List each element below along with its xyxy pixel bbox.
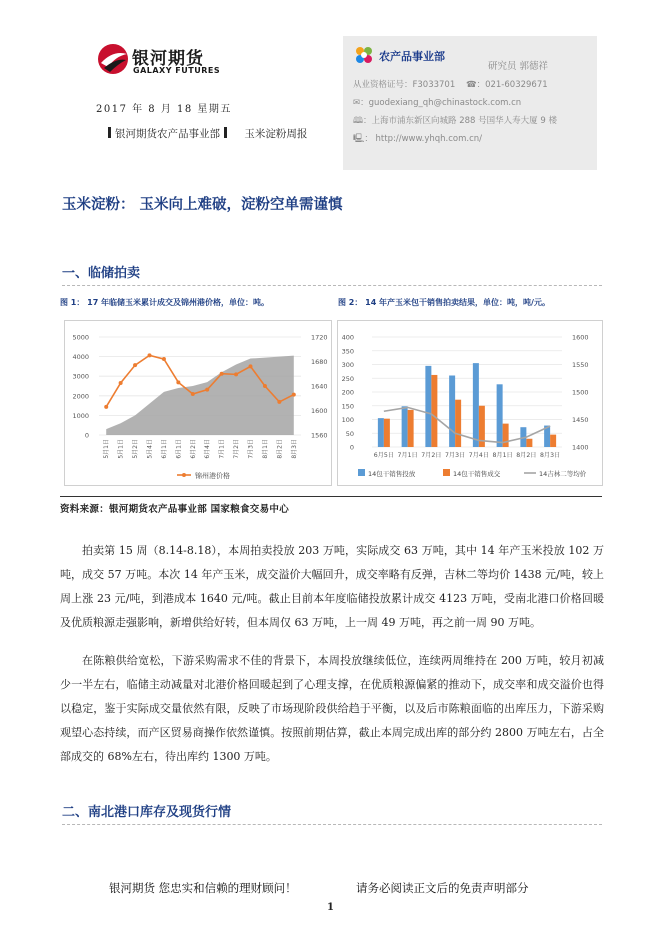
chart2-bar-supply [425,366,431,447]
chart1-legend-label: 锦州港价格 [195,472,230,480]
chart1-point [234,372,238,376]
chart1-ytick-right: 1600 [311,407,328,415]
chart1-point [263,384,267,388]
chart2-bar-deal [431,375,437,447]
chart2-ytick-left: 0 [349,443,354,452]
chart1-point [292,393,296,397]
chart2-ytick-left: 300 [341,361,354,369]
company-name-cn: 银河期货 [132,49,204,69]
chart2-bar-deal [408,410,414,447]
report-header-line [104,126,307,141]
chart1-point [205,388,209,392]
figure2-caption: 图 2： 14 年产玉米包干销售拍卖结果，单位：吨，吨/元。 [338,298,550,307]
chart2-xtick: 7月1日 [397,452,418,459]
chart1-xtick: 7月2日 [233,439,241,459]
chart2-ytick-left: 150 [341,402,354,411]
company-name-en: GALAXY FUTURES [133,66,221,75]
chart1-xtick: 5月1日 [103,439,111,459]
chart1-xtick: 6月1日 [175,439,183,459]
chart2-legend-label-2: 14包干销售成交 [453,470,501,478]
office-address: 🕮：上海市浦东新区向城路 288 号国华人寿大厦 9 楼 [353,116,557,126]
chart1-xtick: 5月2日 [132,439,140,459]
chart2-ytick-right: 1450 [572,416,589,424]
paragraph-2: 在陈粮供给宽松，下游采购需求不佳的背景下，本周投放继续低位，连续两周维持在 200 万吨，较月初减少一半左右，临储主动减量对北港价格回暖起到了心理支撑，在优质粮源偏紧的推动下，成交率和成交溢价也得以稳定，鉴于实际成交量依然有限，反映了市场现阶段供给趋于平衡，以及后市陈粮面临的出库压力，下游采购观望心态持续，而产区贸易商操作依然谨慎。按照前期估算，截止本周完成出库的部分约 2800 万吨左右，占全部成交的 68%左右，待出库约 1300 万吨。 [60,654,604,763]
chart1-ytick-right: 1560 [311,431,328,440]
chart1-xtick: 7月3日 [247,439,255,459]
bar-divider [224,127,227,138]
chart1-ytick-right: 1640 [311,382,328,391]
chart2-bar-deal [384,419,390,447]
phone-number: ☎：021-60329671 [466,80,548,90]
report-date: 2017 年 8 月 18 星期五 [96,104,232,115]
agri-dept-logo-icon [353,44,375,66]
chart2-ytick-right: 1550 [572,361,589,369]
chart1-ytick-left: 1000 [72,411,89,420]
chart2-bar-deal [503,424,509,447]
chart2-bar-supply [473,363,479,447]
paragraph-1: 拍卖第 15 周（8.14-8.18），本周拍卖投放 203 万吨，实际成交 63 万吨，其中 14 年产玉米投放 102 万吨，成交 57 万吨。本次 14 年产玉米，成交溢价大幅回升，成交率略有反弹，吉林二等均价 1438 元/吨，较上周上涨 23 元/吨，到港成本 1640 元/吨。截止目前本年度临储投放累计成交 4123 万吨，受南北港口价格回暖及优质粮源走强影响，新增供给好转，但本周仅 63 万吨，上一周 49 万吨，再之前一周 90 万吨。 [60,544,604,629]
chart1-point [148,353,152,357]
chart2-xtick: 8月1日 [492,452,513,459]
chart1-point [176,380,180,384]
department-name: 银河期货农产品事业部 [115,128,220,140]
chart1-ytick-left: 0 [84,431,89,440]
chart1-xtick: 6月4日 [204,439,212,459]
chart2-ytick-right: 1500 [572,388,589,397]
chart2-xtick: 6月5日 [373,452,394,459]
researcher: 研究员 郭德祥 [488,61,549,72]
chart1-xtick: 7月1日 [218,439,226,459]
report-name: 玉米淀粉周报 [244,128,308,140]
chart2-xtick: 8月3日 [540,452,561,459]
chart2-bar-deal [550,435,556,447]
chart1-point [249,364,253,368]
chart1-point [133,363,137,367]
figure1-caption: 图 1： 17 年临储玉米累计成交及锦州港价格，单位：吨。 [60,298,270,307]
chart2-xtick: 7月4日 [468,452,489,459]
footer-disclaimer: 请务必阅读正文后的免责声明部分 [356,881,529,895]
report-title: 玉米淀粉： 玉米向上难破，淀粉空单需谨慎 [62,197,343,213]
chart1-xtick: 8月3日 [290,439,298,459]
chart1-frame [64,320,332,486]
chart2-ytick-left: 400 [341,333,354,342]
chart2-ytick-right: 1600 [572,333,589,342]
chart1-legend [177,471,230,480]
chart2-bar-deal [455,400,461,447]
chart1 [65,321,331,485]
chart1-ytick-left: 4000 [72,353,89,362]
chart2-ytick-left: 250 [341,374,354,383]
chart1-xtick: 8月1日 [261,439,269,459]
chart2-legend [358,469,587,478]
email-address: ✉：guodexiang_qh@chinastock.com.cn [353,98,522,108]
chart1-xtick: 8月2日 [276,439,284,459]
section-divider [62,824,602,825]
section-divider [62,285,602,286]
chart2-xtick: 7月2日 [421,452,442,459]
footer-slogan: 银河期货 您忠实和信赖的理财顾问！ [109,881,297,895]
chart2-ytick-right: 1400 [572,443,589,452]
chart1-xtick: 6月1日 [160,439,168,459]
chart2-bar-deal [526,439,532,447]
page-number: 1 [327,902,334,913]
section-heading-1: 一、临储拍卖 [62,266,141,281]
chart2-legend-label-1: 14包干销售投放 [368,470,416,478]
chart2-xtick: 8月2日 [516,452,537,459]
website-link[interactable]: 🖳： http://www.yhqh.com.cn/ [353,134,483,144]
dept-name: 农产品事业部 [379,50,445,63]
source-rule [60,496,602,497]
chart2-bar-supply [378,418,384,447]
chart1-xtick: 6月2日 [189,439,197,459]
chart2-ytick-left: 350 [341,347,354,356]
chart2-ytick-left: 50 [345,429,354,438]
chart1-point [191,392,195,396]
chart1-ytick-left: 3000 [72,372,89,381]
chart1-ytick-right: 1680 [311,358,328,366]
chart2-xtick: 7月3日 [445,452,466,459]
data-source: 资料来源：银河期货农产品事业部 国家粮食交易中心 [60,504,290,515]
chart2-bar-supply [402,406,408,447]
chart1-point [119,381,123,385]
chart1-xtick: 5月4日 [146,439,154,459]
license-number: 从业资格证号：F3033701 [353,80,456,90]
chart2-legend-label-3: 14吉林二等均价 [539,470,587,478]
bar-divider [108,127,111,138]
chart2-frame [337,320,603,486]
chart1-point [277,400,281,404]
chart1-ytick-left: 5000 [72,333,89,342]
chart2 [338,321,602,485]
galaxy-futures-logo-icon [96,42,130,76]
chart1-point [162,357,166,361]
chart1-area-series [106,356,294,435]
chart1-xtick: 5月1日 [117,439,125,459]
chart1-ytick-right: 1720 [311,333,328,342]
chart2-ytick-left: 100 [341,416,354,424]
section-heading-2: 二、南北港口库存及现货行情 [62,805,232,820]
chart1-point [104,405,108,409]
chart1-ytick-left: 2000 [72,392,89,401]
chart2-bar-supply [497,384,503,447]
chart2-ytick-left: 200 [341,388,354,397]
chart1-point [220,372,224,376]
chart2-bar-supply [449,376,455,448]
